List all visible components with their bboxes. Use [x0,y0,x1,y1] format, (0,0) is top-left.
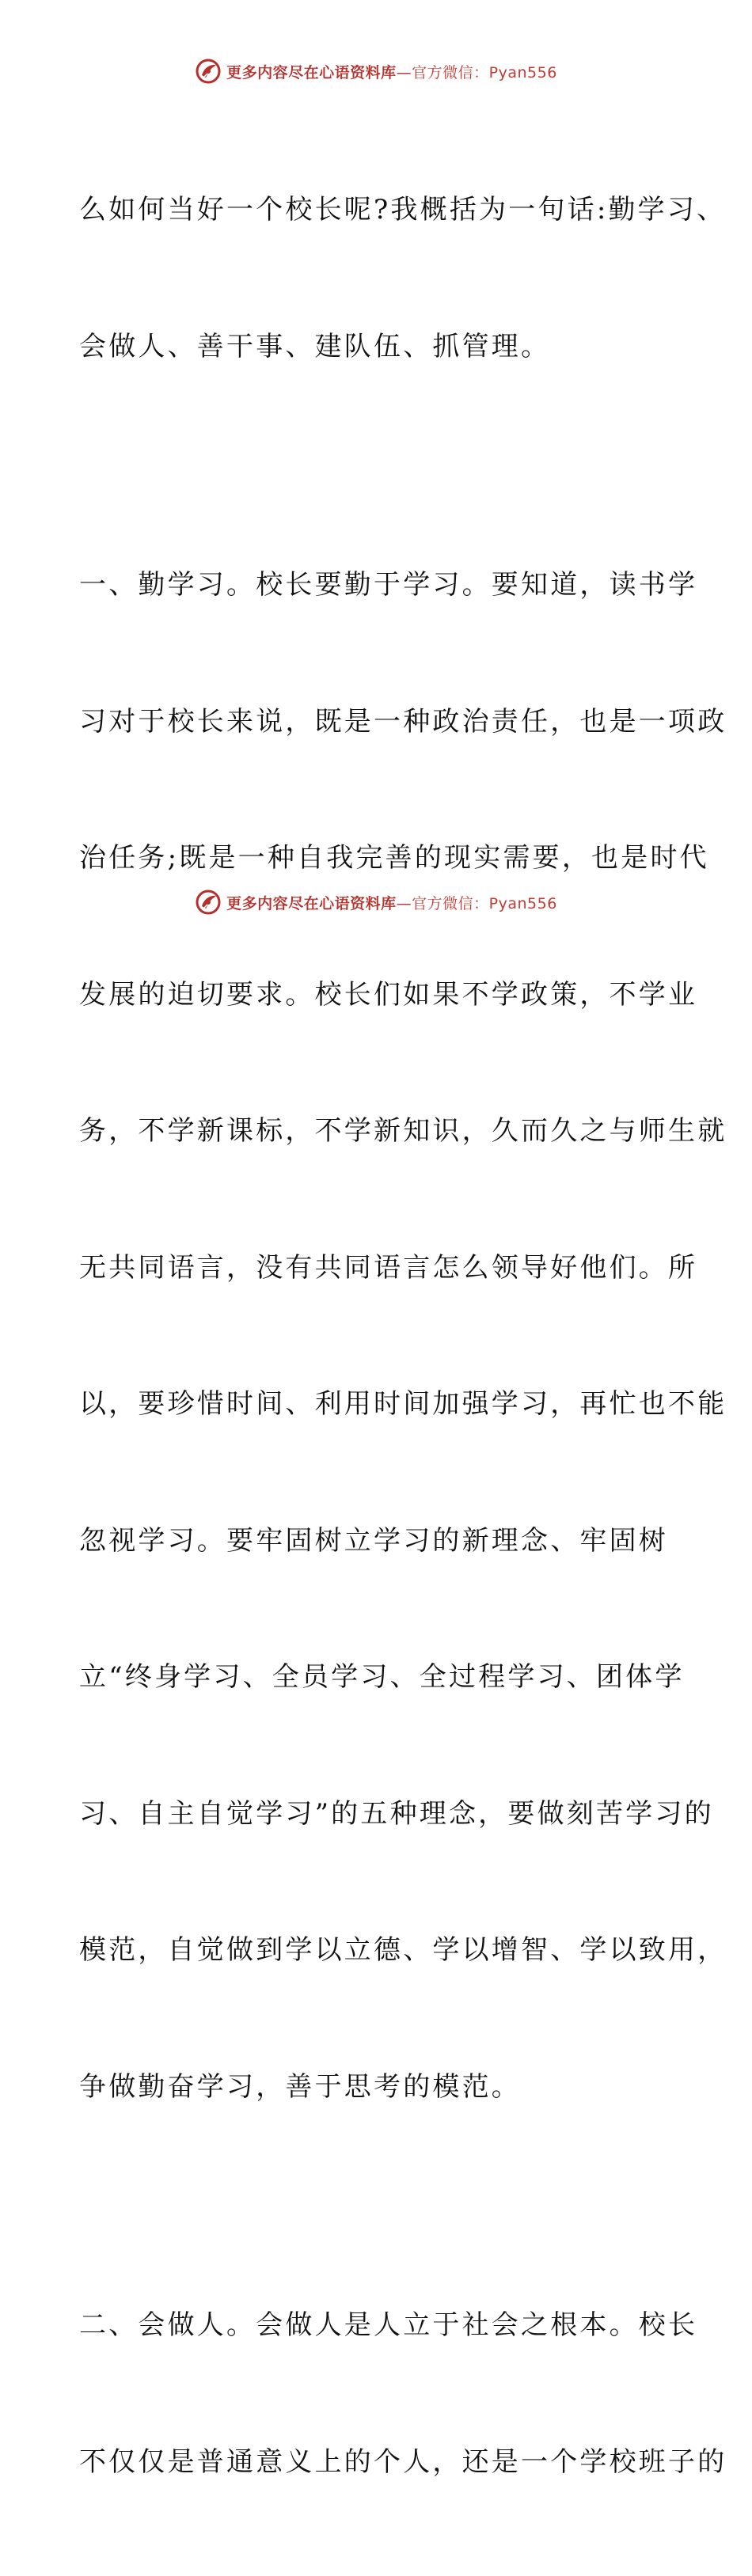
header-banner [0,55,752,87]
footer-banner [0,886,752,918]
library-logo-icon [195,889,222,916]
text-line: 不仅仅是普通意义上的个人，还是一个学校班子的 [79,2445,727,2478]
banner-wechat: 官方微信：Pyan556 [412,894,557,912]
text-line: 模范，自觉做到学以立德、学以增智、学以致用， [79,1934,727,1966]
text-line: 忽视学习。要牢固树立学习的新理念、牢固树 [79,1524,668,1557]
text-line: 一、勤学习。校长要勤于学习。要知道，读书学 [79,569,698,601]
paragraph-study [79,472,727,2201]
text-line: 争做勤奋学习，善于思考的模范。 [79,2070,521,2103]
text-line: 立“终身学习、全员学习、全过程学习、团体学 [79,1661,685,1693]
paragraph-intro [79,97,727,461]
text-line: 会做人、善干事、建队伍、抓管理。 [79,330,551,362]
text-line: 无共同语言，没有共同语言怎么领导好他们。所 [79,1251,698,1284]
banner-title: 更多内容尽在心语资料库 [226,894,397,912]
text-line: 务，不学新课标，不学新知识，久而久之与师生就 [79,1115,727,1147]
text-line: 么如何当好一个校长呢?我概括为一句话:勤学习、 [79,194,727,226]
text-line: 二、会做人。会做人是人立于社会之根本。校长 [79,2309,698,2341]
banner-wechat: 官方微信：Pyan556 [412,63,557,82]
text-line: 治任务;既是一种自我完善的现实需要，也是时代 [79,842,709,874]
text-line: 以，要珍惜时间、利用时间加强学习，再忙也不能 [79,1388,727,1420]
document-body [79,97,727,2576]
library-logo-icon [195,58,222,85]
text-line: 习对于校长来说，既是一种政治责任，也是一项政 [79,705,727,738]
text-line: 发展的迫切要求。校长们如果不学政策，不学业 [79,978,698,1011]
text-line: 习、自主自觉学习”的五种理念，要做刻苦学习的 [79,1797,714,1830]
banner-dash: — [396,894,412,912]
banner-title: 更多内容尽在心语资料库 [226,63,397,82]
paragraph-conduct [79,2212,727,2576]
banner-dash: — [396,63,412,82]
